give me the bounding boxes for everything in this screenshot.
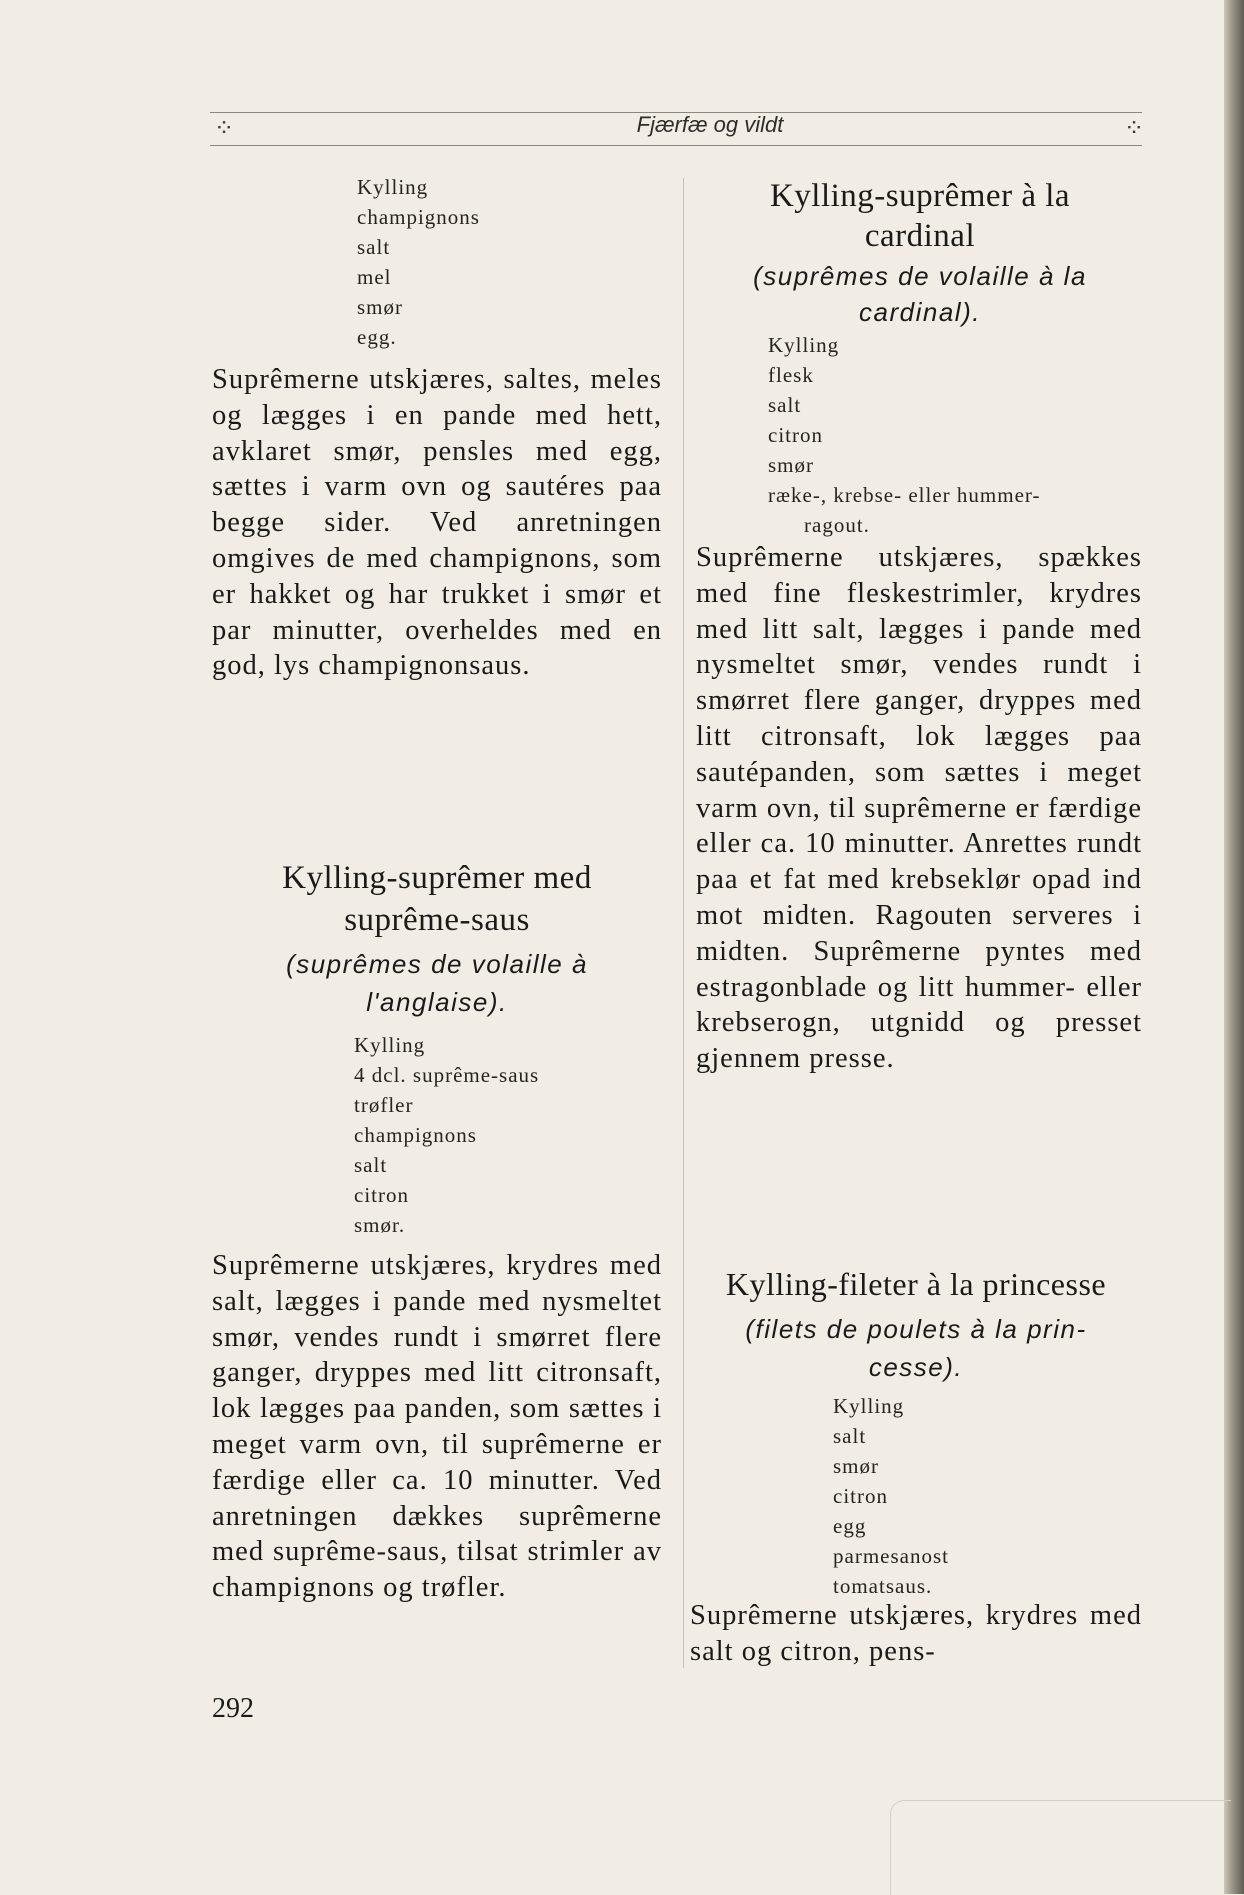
- page-number: 292: [212, 1693, 254, 1724]
- ingredient: mel: [357, 265, 392, 289]
- recipe-subtitle-line1: (suprêmes de volaille à: [286, 949, 588, 979]
- ingredient: egg: [833, 1514, 867, 1538]
- ingredient: citron: [354, 1183, 409, 1207]
- ingredient-list: [768, 330, 1040, 540]
- ingredient: salt: [357, 235, 391, 259]
- recipe-title-line2: suprême-saus: [344, 902, 530, 938]
- ingredient-continued: ragout.: [804, 513, 870, 537]
- recipe-instructions: Suprêmerne utskjæres, krydres med salt, lægges i pande med nysmeltet smør, vendes rundt i smørret flere ganger, dryppes med litt citronsaft, lok lægges paa panden, som sættes i meget varm ovn, til suprêmerne er færdige eller ca. 10 minutter. Ved anretningen dækkes suprêmerne med suprême-saus, tilsat strimler av champignons og trøfler.: [212, 1250, 662, 1604]
- ingredient: salt: [768, 393, 802, 417]
- ingredient: Kylling: [833, 1394, 905, 1418]
- recipe-subtitle-line2: l'anglaise).: [366, 987, 508, 1017]
- ingredient-list: [833, 1391, 949, 1601]
- ingredient: salt: [354, 1153, 388, 1177]
- ingredient: flesk: [768, 363, 814, 387]
- ingredient: champignons: [354, 1123, 477, 1147]
- recipe-instructions: Suprêmerne utskjæres, spækkes med fine fleskestrimler, krydres med litt salt, lægges i pande med nysmeltet smør, vendes rundt i smørret flere ganger, dryppes med litt citronsaft, lok lægges paa sautépanden, som sættes i meget varm ovn, til suprêmerne er færdige eller ca. 10 minutter. Anrettes rundt paa et fat med krebseklør opad ind mot midten. Ragouten serveres i midten. Suprêmerne pyntes med estragonblade og litt hummer- eller krebserogn, utgnidd og presset gjennem presse.: [696, 542, 1142, 1075]
- ingredient: citron: [768, 423, 823, 447]
- recipe-instructions: Suprêmerne utskjæres, saltes, meles og lægges i en pande med hett, avklaret smør, pensles med egg, sættes i varm ovn og sautéres paa begge sider. Ved anretningen omgives de med champignons, som er hakket og har trukket i smør et par minutter, overheldes med en god, lys champignonsaus.: [212, 364, 662, 682]
- page-scuff-mark: [890, 1800, 1231, 1895]
- recipe-title-line2: cardinal: [864, 218, 976, 254]
- recipe-title-line1: Kylling-suprêmer à la: [769, 178, 1071, 214]
- recipe-title: Kylling-fileter à la princesse: [725, 1266, 1107, 1302]
- ingredient-list-top: [357, 172, 480, 352]
- ingredient: Kylling: [354, 1033, 426, 1057]
- recipe-subtitle-line2: cardinal).: [859, 297, 981, 327]
- ingredient: trøfler: [354, 1093, 414, 1117]
- ingredient: smør: [833, 1454, 879, 1478]
- ornament-right-icon: ⁘: [1124, 114, 1145, 142]
- ingredient: Kylling: [768, 333, 840, 357]
- recipe-subtitle-line1: (suprêmes de volaille à la: [753, 261, 1087, 291]
- ingredient: tomatsaus.: [833, 1574, 933, 1598]
- ingredient: egg.: [357, 325, 397, 349]
- recipe-subtitle-line1: (filets de poulets à la prin-: [745, 1314, 1087, 1344]
- ingredient: 4 dcl. suprême-saus: [354, 1063, 540, 1087]
- ingredient: salt: [833, 1424, 867, 1448]
- ingredient: smør: [768, 453, 814, 477]
- header-rule-bottom: [210, 145, 1142, 146]
- ingredient: citron: [833, 1484, 888, 1508]
- book-spine-edge: [1224, 0, 1244, 1894]
- column-divider: [683, 178, 684, 1668]
- ornament-left-icon: ⁘: [214, 114, 235, 142]
- ingredient: smør.: [354, 1213, 406, 1237]
- running-head: Fjærfæ og vildt: [636, 112, 784, 137]
- ingredient: Kylling: [357, 175, 429, 199]
- ingredient-list: [354, 1030, 539, 1240]
- recipe-title-line1: Kylling-suprêmer med: [282, 860, 592, 896]
- recipe-instructions: Suprêmerne utskjæres, krydres med salt og citron, pens-: [690, 1600, 1142, 1667]
- ingredient: ræke-, krebse- eller hummer-: [768, 483, 1041, 507]
- recipe-subtitle-line2: cesse).: [868, 1352, 964, 1382]
- ingredient: smør: [357, 295, 403, 319]
- ingredient: champignons: [357, 205, 480, 229]
- ingredient: parmesanost: [833, 1544, 949, 1568]
